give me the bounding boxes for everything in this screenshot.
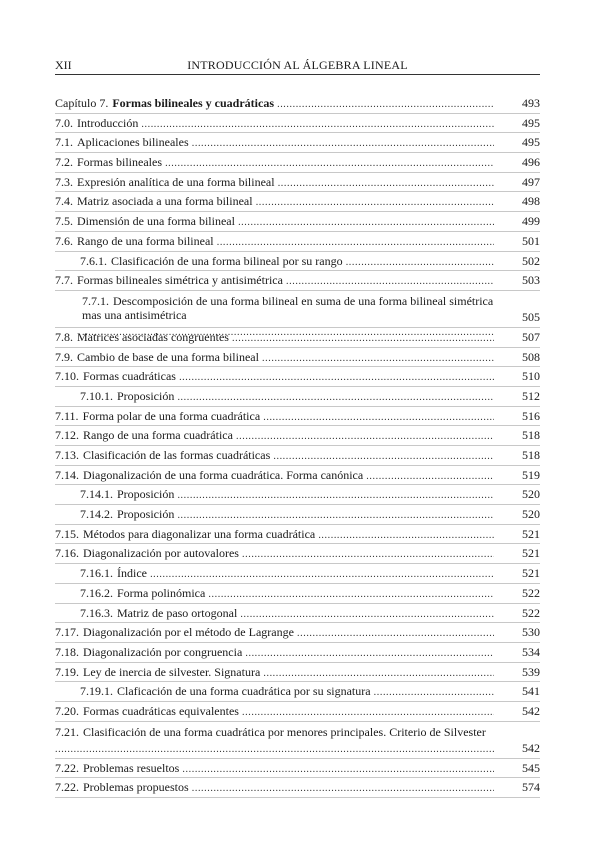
toc-entry-number: 7.16.	[55, 546, 79, 561]
toc-entry-title: Clasificación de una forma cuadrática por menores principales. Criterio de Silvester	[83, 724, 486, 739]
toc-entry[interactable]	[55, 291, 540, 328]
header-page-number: XII	[55, 58, 72, 72]
toc-entry[interactable]	[55, 643, 540, 663]
toc-entry-title: Problemas resueltos	[83, 760, 180, 775]
toc-entry[interactable]	[55, 544, 540, 564]
toc-entry-title: Rango de una forma bilineal	[77, 233, 214, 248]
toc-entry-title: Dimensión de una forma bilineal	[77, 214, 235, 229]
toc-entry-title: Formas bilineales	[77, 155, 162, 170]
toc-entry[interactable]	[55, 604, 540, 624]
toc-entry-page: 522	[522, 585, 540, 600]
toc-entry[interactable]	[55, 232, 540, 252]
toc-entry-number: 7.22.	[55, 760, 79, 775]
toc-entry-page: 510	[522, 369, 540, 384]
toc-entry-number: 7.10.1.	[80, 388, 113, 403]
toc-entry-page: 541	[522, 684, 540, 699]
toc-entry-page: 539	[522, 664, 540, 679]
toc-entry-title: Clasificación de las formas cuadráticas	[83, 448, 271, 462]
toc-entry-title: Aplicaciones bilineales	[77, 135, 189, 150]
toc-entry-number: 7.14.	[55, 467, 79, 482]
toc-entry-page: 545	[522, 760, 540, 775]
toc-entry-page: 574	[522, 780, 540, 795]
toc-entry-title: Formas cuadráticas	[83, 369, 176, 384]
toc-entry-number: 7.16.1.	[80, 566, 113, 581]
toc-entry-page: 501	[522, 233, 540, 248]
toc-entry-number: 7.13.	[55, 448, 79, 462]
table-of-contents	[55, 94, 540, 798]
toc-entry-title: Descomposición de una forma bilineal en suma de una forma bilineal simétrica mas una antisimétrica	[82, 293, 494, 322]
toc-entry-page: 499	[522, 214, 540, 229]
toc-entry-title: Ley de inercia de silvester. Signatura	[83, 664, 261, 679]
toc-entry-title: Índice	[117, 566, 147, 581]
toc-entry-page: 521	[522, 526, 540, 541]
toc-entry-page: 496	[522, 155, 540, 170]
toc-entry-title: Proposición	[117, 388, 175, 403]
toc-entry-page: 522	[522, 605, 540, 620]
toc-entry[interactable]	[55, 525, 540, 545]
toc-entry-page: 518	[522, 428, 540, 443]
chapter-page: 493	[522, 96, 540, 110]
toc-entry-title: Forma polar de una forma cuadrática	[82, 408, 261, 423]
chapter-title: Formas bilineales y cuadráticas	[112, 96, 274, 110]
header-rule	[55, 74, 540, 75]
toc-entry-title: Forma polinómica	[117, 585, 206, 600]
toc-chapter[interactable]	[55, 94, 540, 114]
toc-entry-title: Diagonalización de una forma cuadrática. Forma canónica	[83, 467, 364, 482]
toc-entry[interactable]	[55, 192, 540, 212]
toc-entry[interactable]	[55, 466, 540, 486]
header-title: INTRODUCCIÓN AL ÁLGEBRA LINEAL	[187, 58, 408, 72]
toc-entry-page: 498	[522, 194, 540, 209]
toc-entry-number: 7.11.	[55, 408, 79, 423]
toc-entry-page: 530	[522, 625, 540, 640]
toc-entry-title: Diagonalización por autovalores	[83, 546, 239, 561]
toc-entry[interactable]	[55, 133, 540, 153]
toc-entry[interactable]	[55, 759, 540, 779]
toc-entry[interactable]	[55, 407, 540, 427]
toc-entry-number: 7.7.1.	[82, 293, 109, 308]
toc-entry-page: 507	[522, 329, 540, 344]
toc-entry-title: Claficación de una forma cuadrática por su signatura	[117, 684, 371, 699]
toc-entry[interactable]	[55, 212, 540, 232]
toc-entry-title: Rango de una forma cuadrática	[83, 428, 233, 443]
toc-entry-number: 7.12.	[55, 428, 79, 443]
toc-entry-number: 7.15.	[55, 526, 79, 541]
toc-entry-number: 7.5.	[55, 214, 73, 229]
toc-entry-number: 7.0.	[55, 115, 73, 130]
toc-entry-number: 7.19.	[55, 664, 79, 679]
toc-entry-title: Matriz asociada a una forma bilineal	[77, 194, 253, 209]
toc-entry-title: Introducción	[77, 115, 139, 130]
toc-entry[interactable]	[55, 505, 540, 525]
toc-entry-page: 520	[522, 487, 540, 502]
toc-entry-page: 505	[522, 310, 540, 325]
toc-entry[interactable]	[55, 623, 540, 643]
toc-entry[interactable]	[55, 702, 540, 722]
toc-entry-page: 520	[522, 507, 540, 522]
toc-entry-number: 7.6.1.	[80, 253, 107, 268]
toc-entry-page: 503	[522, 273, 540, 288]
toc-entry-title: Matriz de paso ortogonal	[117, 605, 238, 620]
toc-entry-title: Clasificación de una forma bilineal por su rango	[111, 253, 343, 268]
toc-list	[55, 114, 540, 798]
toc-entry-number: 7.19.1.	[80, 684, 113, 699]
toc-entry-page: 512	[522, 388, 540, 403]
toc-entry-number: 7.3.	[55, 174, 73, 189]
toc-entry[interactable]	[55, 367, 540, 387]
toc-entry[interactable]	[55, 722, 540, 759]
toc-entry-title: Proposición	[117, 487, 175, 502]
toc-entry-page: 516	[522, 408, 540, 423]
toc-entry-page: 508	[522, 349, 540, 364]
toc-entry-number: 7.21.	[55, 724, 79, 739]
toc-entry-title: Matrices asociadas congruentes	[77, 329, 229, 344]
toc-entry-number: 7.1.	[55, 135, 73, 150]
toc-entry-page: 502	[522, 253, 540, 268]
toc-entry-page: 542	[522, 703, 540, 718]
toc-entry[interactable]	[55, 271, 540, 291]
toc-entry[interactable]	[55, 348, 540, 368]
toc-entry-title: Problemas propuestos	[83, 780, 189, 795]
toc-entry-number: 7.16.2.	[80, 585, 113, 600]
toc-entry-title: Diagonalización por congruencia	[83, 644, 243, 659]
toc-entry[interactable]	[55, 114, 540, 134]
toc-entry-title: Métodos para diagonalizar una forma cuadrática	[83, 526, 316, 541]
toc-entry-number: 7.17.	[55, 625, 79, 640]
toc-entry-title: Diagonalización por el método de Lagrange	[83, 625, 294, 640]
toc-entry[interactable]	[55, 564, 540, 584]
toc-entry-page: 497	[522, 174, 540, 189]
toc-entry-page: 518	[522, 448, 540, 462]
toc-entry-number: 7.22.	[55, 780, 79, 795]
toc-entry[interactable]	[55, 446, 540, 466]
toc-entry-page: 521	[522, 566, 540, 581]
toc-entry-number: 7.7.	[55, 273, 73, 288]
toc-entry[interactable]	[55, 252, 540, 272]
toc-entry-number: 7.18.	[55, 644, 79, 659]
toc-entry[interactable]	[55, 173, 540, 193]
toc-entry-page: 495	[522, 135, 540, 150]
toc-entry[interactable]	[55, 778, 540, 798]
toc-entry-page: 521	[522, 546, 540, 561]
toc-entry-title: Proposición	[117, 507, 175, 522]
toc-entry-number: 7.6.	[55, 233, 73, 248]
chapter-prefix: Capítulo 7.	[55, 96, 109, 110]
toc-entry[interactable]	[55, 387, 540, 407]
toc-entry[interactable]	[55, 426, 540, 446]
toc-entry-number: 7.10.	[55, 369, 79, 384]
toc-entry-title: Formas bilineales simétrica y antisimétrica	[77, 273, 283, 288]
toc-entry[interactable]	[55, 682, 540, 702]
toc-entry-number: 7.4.	[55, 194, 73, 209]
toc-entry-title: Cambio de base de una forma bilineal	[77, 349, 259, 364]
page-header	[55, 58, 540, 74]
toc-entry-number: 7.9.	[55, 349, 73, 364]
toc-entry-page: 495	[522, 115, 540, 130]
toc-entry[interactable]	[55, 663, 540, 683]
toc-entry-number: 7.16.3.	[80, 605, 113, 620]
toc-entry-number: 7.2.	[55, 155, 73, 170]
toc-entry-page: 519	[522, 467, 540, 482]
toc-entry-number: 7.14.2.	[80, 507, 113, 522]
toc-entry-title: Expresión analítica de una forma bilineal	[77, 174, 275, 189]
toc-entry[interactable]	[55, 328, 540, 348]
toc-entry-number: 7.14.1.	[80, 487, 113, 502]
toc-entry-page: 542	[522, 740, 540, 755]
toc-entry[interactable]	[55, 485, 540, 505]
toc-entry-number: 7.8.	[55, 329, 73, 344]
toc-entry-page: 534	[522, 644, 540, 659]
toc-entry-number: 7.20.	[55, 703, 79, 718]
toc-entry[interactable]	[55, 584, 540, 604]
toc-entry[interactable]	[55, 153, 540, 173]
toc-entry-title: Formas cuadráticas equivalentes	[83, 703, 239, 718]
